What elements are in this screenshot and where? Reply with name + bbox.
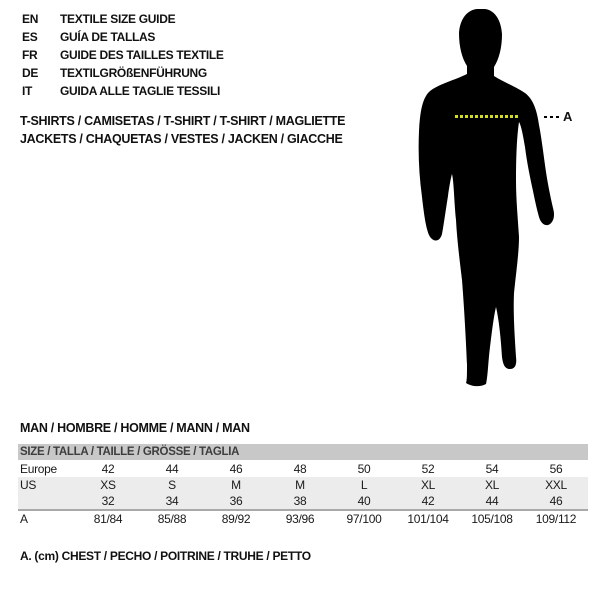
language-code: FR (22, 48, 38, 62)
man-silhouette-figure (415, 5, 565, 390)
language-code: IT (22, 84, 33, 98)
table-cell: 81/84 (93, 512, 123, 526)
language-row-es (22, 28, 224, 46)
category-tshirts: T-SHIRTS / CAMISETAS / T-SHIRT / T-SHIRT / MAGLIETTE (20, 114, 346, 128)
language-row-de (22, 64, 224, 82)
chest-measure-leader-line (544, 116, 561, 118)
table-cell: 36 (229, 494, 243, 508)
language-label: TEXTILE SIZE GUIDE (60, 12, 176, 26)
table-cell: 56 (549, 461, 563, 476)
table-cell: 52 (421, 461, 435, 476)
table-cell: 42 (421, 494, 435, 508)
table-cell: L (360, 478, 368, 492)
table-cell: XXL (545, 478, 567, 492)
table-row-europe (18, 460, 588, 477)
size-table (18, 444, 588, 527)
table-cell: 32 (101, 494, 115, 508)
language-label: TEXTILGRÖßENFÜHRUNG (60, 66, 207, 80)
table-cell: 54 (485, 461, 499, 476)
table-cell: 93/96 (285, 512, 315, 526)
section-title-man: MAN / HOMBRE / HOMME / MANN / MAN (20, 421, 250, 435)
table-cell: XS (100, 478, 116, 492)
table-cell: 105/108 (471, 512, 513, 526)
size-table-header: SIZE / TALLA / TAILLE / GRÖSSE / TAGLIA (18, 444, 588, 460)
table-cell: 101/104 (407, 512, 449, 526)
table-row-numeric (18, 493, 588, 509)
row-label: Europe (20, 461, 57, 476)
table-cell: 89/92 (221, 512, 251, 526)
language-code: EN (22, 12, 39, 26)
language-code: DE (22, 66, 39, 80)
measurement-footnote: A. (cm) CHEST / PECHO / POITRINE / TRUHE / PETTO (20, 549, 311, 563)
table-cell: 46 (229, 461, 243, 476)
table-row-us (18, 477, 588, 493)
table-cell: M (295, 478, 305, 492)
row-label: US (20, 478, 37, 492)
language-code: ES (22, 30, 38, 44)
man-silhouette-svg (415, 5, 565, 390)
table-cell: XL (420, 478, 436, 492)
table-cell: S (168, 478, 176, 492)
table-cell: XL (484, 478, 500, 492)
table-cell: 40 (357, 494, 371, 508)
table-cell: 109/112 (535, 512, 577, 526)
chest-measure-label: A (563, 109, 573, 124)
table-row-chest-cm (18, 509, 588, 527)
table-cell: 42 (101, 461, 115, 476)
table-cell: 97/100 (346, 512, 382, 526)
garment-categories (20, 112, 345, 148)
table-cell: 44 (165, 461, 179, 476)
table-cell: 34 (165, 494, 179, 508)
chest-measure-dashed-line (455, 115, 518, 118)
man-silhouette-path (419, 9, 554, 386)
language-label: GUIDE DES TAILLES TEXTILE (60, 48, 224, 62)
table-cell: 38 (293, 494, 307, 508)
table-cell: M (231, 478, 241, 492)
language-guide-list (22, 10, 224, 100)
table-cell: 50 (357, 461, 371, 476)
language-label: GUÍA DE TALLAS (60, 30, 156, 44)
table-cell: 85/88 (157, 512, 187, 526)
language-row-en (22, 10, 224, 28)
table-cell: 44 (485, 494, 499, 508)
language-row-fr (22, 46, 224, 64)
language-label: GUIDA ALLE TAGLIE TESSILI (60, 84, 221, 98)
language-row-it (22, 82, 224, 100)
table-cell: 46 (549, 494, 563, 508)
table-cell: 48 (293, 461, 307, 476)
row-label: A (20, 512, 28, 526)
category-jackets: JACKETS / CHAQUETAS / VESTES / JACKEN / GIACCHE (20, 132, 343, 146)
